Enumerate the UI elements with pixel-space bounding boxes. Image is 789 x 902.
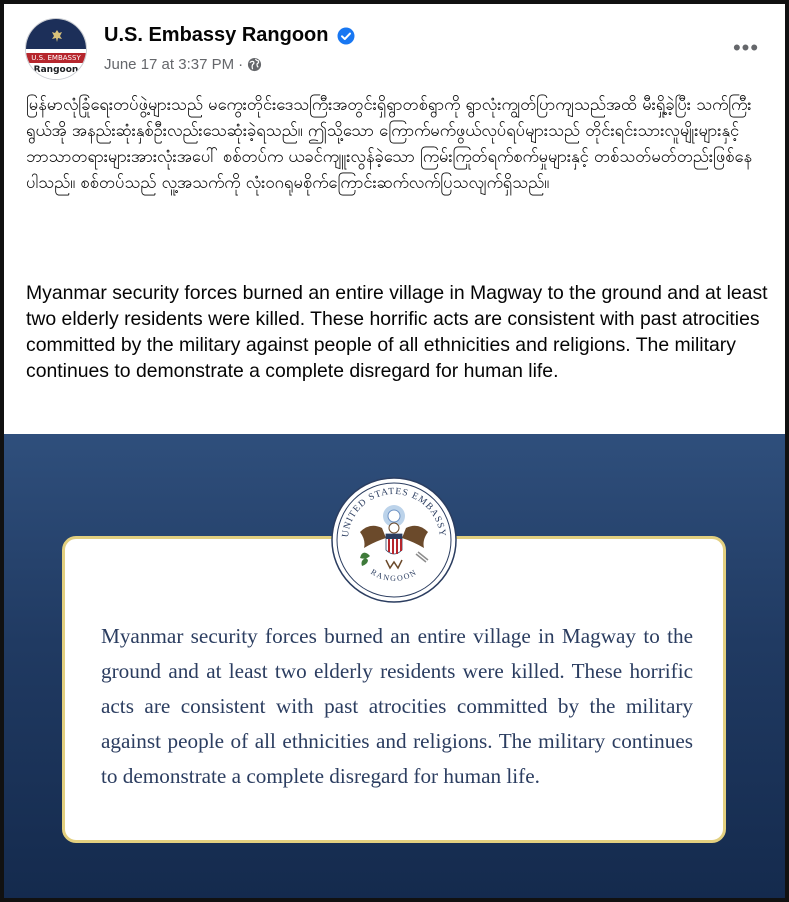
embassy-seal: [330, 476, 458, 604]
seal-bottom-text: RANGOON: [369, 567, 419, 583]
globe-icon[interactable]: [247, 57, 262, 72]
post-text-english: Myanmar security forces burned an entire village in Magway to the ground and at least two elderly residents were killed. These horrific acts are consistent with past atrocities committed by the military against people of all ethnicities and religions. The military continues to demonstrate a complete disregard for human life.: [26, 282, 768, 382]
post-header: [4, 4, 785, 88]
page-avatar[interactable]: [25, 18, 87, 80]
post-timestamp[interactable]: June 17 at 3:37 PM: [104, 56, 235, 73]
page-name[interactable]: [104, 24, 355, 47]
meta-separator: ·: [238, 56, 244, 73]
more-options-button[interactable]: •••: [732, 35, 760, 60]
post-text-burmese: မြန်မာလုံခြုံရေးတပ်ဖွဲ့များသည် မကွေးတိုင်းဒေသကြီးအတွင်းရှိရွာတစ်ရွာကို ရွာလုံးကျွတ်ပြာကျသည်အထိ မီးရှို့ခဲ့ပြီး သက်ကြီးရွယ်အို အနည်းဆုံးနှစ်ဦးလည်းသေဆုံးခဲ့ရသည်။ ဤသို့သော ကြောက်မက်ဖွယ်လုပ်ရပ်များသည် တိုင်းရင်းသားလူမျိုးများနှင့် ဘာသာတရားများအားလုံးအပေါ် စစ်တပ်က ယခင်ကျူးလွန်ခဲ့သော ကြမ်းကြုတ်ရက်စက်မှုများနှင့် တစ်သတ်မတ်တည်းဖြစ်နေပါသည်။ စစ်တပ်သည် လူ့အသက်ကို လုံးဝဂရုမစိုက်ကြောင်းဆက်လက်ပြသလျက်ရှိသည်။: [26, 95, 753, 192]
avatar-name: Rangoon: [33, 65, 79, 75]
page-name-label[interactable]: U.S. Embassy Rangoon: [104, 24, 329, 46]
quote-text: Myanmar security forces burned an entire village in Magway to the ground and at least two elderly residents were killed. These horrific acts are consistent with past atrocities committed by the military against people of all ethnicities and religions. The military continues to demonstrate a complete disregard for human life.: [101, 624, 693, 788]
seal-top-text: UNITED STATES EMBASSY: [340, 486, 448, 538]
verified-badge-icon: [337, 27, 355, 45]
eagle-icon: [51, 29, 63, 43]
avatar-top-text: U.S. EMBASSY: [26, 53, 86, 63]
post-image[interactable]: [4, 434, 785, 902]
post-meta: [104, 56, 262, 73]
